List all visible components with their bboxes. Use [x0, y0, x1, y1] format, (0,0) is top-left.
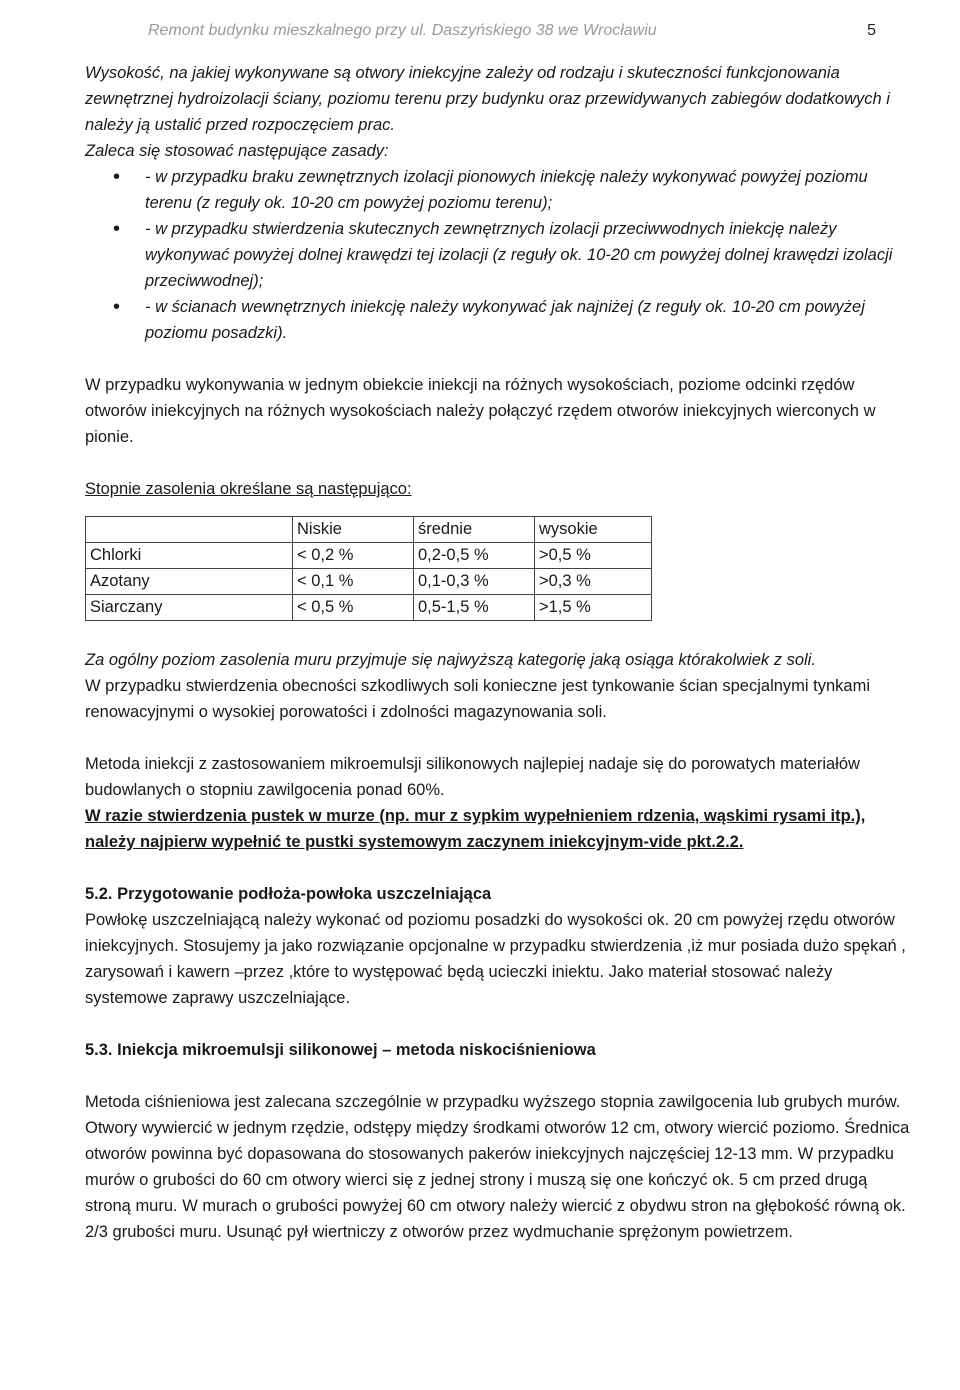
page-header — [148, 22, 876, 40]
table-cell: >0,5 % — [535, 543, 652, 569]
method-paragraph: Metoda iniekcji z zastosowaniem mikroemulsji silikonowych najlepiej nadaje się do porowatych materiałów budowlanych o stopniu zawilgocenia ponad 60%. — [85, 755, 860, 799]
table-cell: Siarczany — [86, 595, 293, 621]
method-warning: W razie stwierdzenia pustek w murze (np. mur z sypkim wypełnieniem rdzenia, wąskimi rysami itp.), należy najpierw wypełnić te pustki systemowym zaczynem iniekcyjnym-vide pkt.2.2. — [85, 807, 866, 851]
list-item: • - w ścianach wewnętrznych iniekcję należy wykonywać jak najniżej (z reguły ok. 10-20 cm powyżej poziomu posadzki). — [85, 294, 915, 346]
table-cell: 0,1-0,3 % — [414, 569, 535, 595]
table-cell: < 0,5 % — [293, 595, 414, 621]
section-5-3-paragraph-1: Metoda ciśnieniowa jest zalecana szczególnie w przypadku wyższego stopnia zawilgocenia lub grubych murów. — [85, 1093, 901, 1111]
table-row — [86, 595, 652, 621]
rules-intro: Zaleca się stosować następujące zasady: — [85, 142, 389, 160]
salinity-table — [85, 516, 652, 621]
table-header-row — [86, 517, 652, 543]
document-body — [85, 60, 915, 1245]
salinity-note: W przypadku stwierdzenia obecności szkodliwych soli konieczne jest tynkowanie ścian specjalnymi tynkami renowacyjnymi o wysokiej porowatości i zdolności magazynowania soli. — [85, 677, 871, 721]
page-number: 5 — [867, 22, 876, 39]
section-5-2-text: Powłokę uszczelniającą należy wykonać od poziomu posadzki do wysokości ok. 20 cm powyżej rzędu otworów iniekcyjnych. Stosujemy ja jako rozwiązanie opcjonalne w przypadku stwierdzenia ,iż mur posiada dużo spękań , zarysowań i kawern –przez ,które to występować będą ucieczki iniektu. Jako materiał stosować należy systemowe zaprawy uszczelniające. — [85, 911, 906, 1007]
table-cell: 0,2-0,5 % — [414, 543, 535, 569]
table-cell: < 0,1 % — [293, 569, 414, 595]
salinity-heading: Stopnie zasolenia określane są następująco: — [85, 480, 412, 498]
table-cell: 0,5-1,5 % — [414, 595, 535, 621]
salinity-note-italic: Za ogólny poziom zasolenia muru przyjmuje się najwyższą kategorię jaką osiąga którakolwiek z soli. — [85, 651, 816, 669]
table-header-cell: wysokie — [535, 517, 652, 543]
table-header-cell: średnie — [414, 517, 535, 543]
table-cell: >1,5 % — [535, 595, 652, 621]
section-5-2-heading: 5.2. Przygotowanie podłoża-powłoka uszczelniająca — [85, 885, 492, 903]
table-cell: Chlorki — [86, 543, 293, 569]
intro-paragraph: Wysokość, na jakiej wykonywane są otwory iniekcyjne zależy od rodzaju i skuteczności funkcjonowania zewnętrznej hydroizolacji ściany, poziomu terenu przy budynku oraz przewidywanych zabiegów dodatkowych i należy ją ustalić przed rozpoczęciem prac. — [85, 64, 890, 134]
table-row — [86, 543, 652, 569]
table-cell: >0,3 % — [535, 569, 652, 595]
rows-paragraph: W przypadku wykonywania w jednym obiekcie iniekcji na różnych wysokościach, poziome odcinki rzędów otworów iniekcyjnych na różnych wysokościach należy połączyć rzędem otworów iniekcyjnych wierconych w pionie. — [85, 376, 876, 446]
table-header-cell: Niskie — [293, 517, 414, 543]
table-cell: Azotany — [86, 569, 293, 595]
table-row — [86, 569, 652, 595]
header-title: Remont budynku mieszkalnego przy ul. Daszyńskiego 38 we Wrocławiu — [148, 22, 657, 39]
rules-list — [85, 164, 915, 346]
list-item: • - w przypadku braku zewnętrznych izolacji pionowych iniekcję należy wykonywać powyżej poziomu terenu (z reguły ok. 10-20 cm powyżej poziomu terenu); — [85, 164, 915, 216]
table-header-cell — [86, 517, 293, 543]
list-item: • - w przypadku stwierdzenia skutecznych zewnętrznych izolacji przeciwwodnych iniekcję należy wykonywać powyżej dolnej krawędzi tej izolacji (z reguły ok. 10-20 cm powyżej dolnej krawędzi izolacji przeciwwodnej); — [85, 216, 915, 294]
section-5-3-paragraph-2: Otwory wywiercić w jednym rzędzie, odstępy między środkami otworów 12 cm, otwory wiercić poziomo. Średnica otworów powinna być dopasowana do stosowanych pakerów iniekcyjnych najczęściej 12-13 mm. W przypadku murów o grubości do 60 cm otwory wierci się z jednej strony i muszą się one kończyć ok. 5 cm przed drugą stroną muru. W murach o grubości powyżej 60 cm otwory należy wiercić z obydwu stron na głębokość równą ok. 2/3 grubości muru. Usunąć pył wiertniczy z otworów przez wydmuchanie sprężonym powietrzem. — [85, 1119, 910, 1241]
table-cell: < 0,2 % — [293, 543, 414, 569]
section-5-3-heading: 5.3. Iniekcja mikroemulsji silikonowej – metoda niskociśnieniowa — [85, 1041, 596, 1059]
